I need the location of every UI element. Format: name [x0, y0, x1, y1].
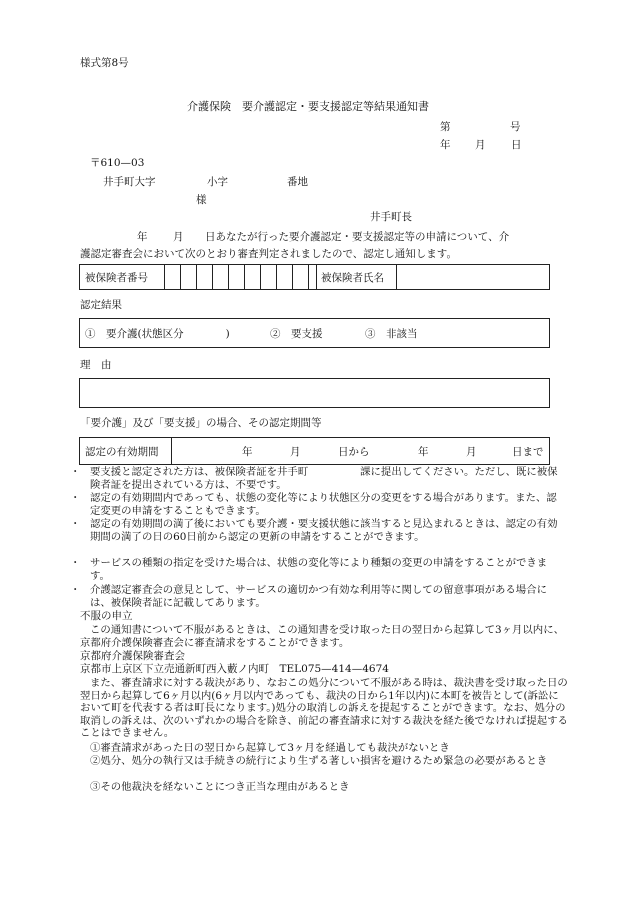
notice-bullet-text: サービスの種類の指定を受けた場合は、状態の変化等により種類の変更の申請をすることができます。: [90, 557, 548, 582]
insured-number-digit[interactable]: [196, 265, 212, 289]
result-option-none[interactable]: ③ 非該当: [365, 328, 418, 340]
date-year: 年: [440, 139, 451, 151]
doc-number-dai: 第: [440, 121, 451, 133]
bullet-mark: ・: [70, 492, 81, 504]
address-oaza: 井手町大字: [103, 176, 156, 188]
appeal-organization: 京都府介護保険審査会: [80, 650, 185, 662]
period-start-year: 年: [242, 446, 253, 458]
notice-bullet: [70, 557, 565, 582]
document-title: 介護保険 要介護認定・要支援認定等結果通知書: [187, 100, 429, 113]
notice-bullet-text: 認定の有効期間の満了後においても要介護・要支援状態に該当すると見込まれるときは、認定の有効期間の満了の日の60日前から認定の更新の申請をすることができます。: [90, 518, 558, 543]
bullet-mark: ・: [70, 466, 81, 478]
notice-bullet: [70, 518, 565, 543]
intro-line-1: 日あなたが行った要介護認定・要支援認定等の申請について、介: [205, 231, 510, 243]
notice-bullet: [70, 584, 565, 609]
period-end-month: 月: [466, 446, 477, 458]
insured-name-field[interactable]: [397, 265, 549, 289]
bullet-mark: ・: [70, 518, 81, 530]
notice-bullet-text: 要支援と認定された方は、被保険者証を井手町 課に提出してください。ただし、既に被保険者証を提出されている方は、不要です。: [90, 466, 558, 491]
appeal-organization-address: 京都市上京区下立売通新町西入藪ノ内町 TEL075—414—4674: [80, 663, 389, 675]
result-box: [79, 318, 550, 348]
period-start-month: 月: [290, 446, 301, 458]
period-divider: [171, 438, 172, 464]
insured-number-label: 被保険者番号: [85, 272, 148, 284]
result-option-care[interactable]: ① 要介護(状態区分 ): [85, 328, 230, 340]
period-start-from: 日から: [338, 446, 370, 458]
insured-number-digit[interactable]: [244, 265, 260, 289]
notice-bullet-text: 認定の有効期間内であっても、状態の変化等により状態区分の変更をする場合があります。また、認定変更の申請をすることもできます。: [90, 492, 557, 517]
period-end-until: 日まで: [512, 446, 544, 458]
period-label: 認定の有効期間: [85, 446, 159, 458]
date-month: 月: [475, 139, 486, 151]
form-number: 様式第8号: [80, 57, 129, 69]
appeal-heading: 不服の申立: [80, 610, 133, 622]
insured-table: [79, 264, 550, 290]
sender-name: 井手町長: [370, 211, 412, 223]
bullet-mark: ・: [70, 584, 81, 596]
notice-bullet-text: 介護認定審査会の意見として、サービスの適切かつ有効な利用等に関しての留意事項がある場合には、被保険者証に記載してあります。: [90, 584, 547, 609]
date-day: 日: [511, 139, 522, 151]
insured-number-digit[interactable]: [180, 265, 196, 289]
insured-number-digit[interactable]: [308, 265, 317, 289]
result-heading: 認定結果: [80, 299, 122, 311]
appeal-condition: ②処分、処分の執行又は手続きの続行により生ずる著しい損害を避けるため緊急の必要があるとき: [90, 755, 548, 767]
intro-line-2: 護認定審査会において次のとおり審査判定されましたので、認定し通知します。: [80, 248, 457, 260]
result-option-support[interactable]: ② 要支援: [270, 328, 323, 340]
insured-name-label: 被保険者氏名: [321, 272, 384, 284]
notice-bullet: [70, 492, 565, 517]
reason-box[interactable]: [79, 378, 550, 408]
appeal-condition: ③その他裁決を経ないことにつき正当な理由があるとき: [90, 781, 350, 793]
bullet-mark: ・: [70, 557, 81, 569]
period-end-year: 年: [418, 446, 429, 458]
recipient-honorific: 様: [196, 194, 207, 206]
insured-number-digit[interactable]: [276, 265, 292, 289]
period-table: [79, 437, 550, 465]
address-koaza: 小字: [207, 176, 228, 188]
doc-number-go: 号: [510, 121, 521, 133]
appeal-paragraph-1: この通知書について不服があるときは、この通知書を受け取った日の翌日から起算して3ヶ月以内に、京都府介護保険審査会に審査請求をすることができます。: [80, 624, 564, 649]
intro-month: 月: [173, 231, 184, 243]
period-heading: 「要介護」及び「要支援」の場合、その認定期間等: [80, 417, 322, 429]
intro-year: 年: [137, 231, 148, 243]
address-banchi: 番地: [287, 176, 308, 188]
postal-code: 〒610—03: [90, 157, 145, 169]
insured-number-digit[interactable]: [292, 265, 308, 289]
appeal-condition: ①審査請求があった日の翌日から起算して3ヶ月を経過しても裁決がないとき: [90, 742, 450, 754]
reason-heading: 理 由: [80, 359, 112, 371]
insured-number-digit[interactable]: [164, 265, 180, 289]
insured-number-digit[interactable]: [260, 265, 276, 289]
insured-number-digit[interactable]: [228, 265, 244, 289]
appeal-paragraph-2: また、審査請求に対する裁決があり、なおこの処分について不服がある時は、裁決書を受け取った日の翌日から起算して6ヶ月以内(6ヶ月以内であっても、裁決の日から1年以内)に本町を被告として(訴訟において町を代表する者は町長になります。)処分の取消しの訴えを提起することができます。なお、処分の取消しの訴えは、次のいずれかの場合を除き、前記の審査請求に対する裁決を経た後でなければ提起することはできません。: [80, 677, 568, 740]
notice-bullet: [70, 466, 565, 491]
insured-number-digit[interactable]: [212, 265, 228, 289]
